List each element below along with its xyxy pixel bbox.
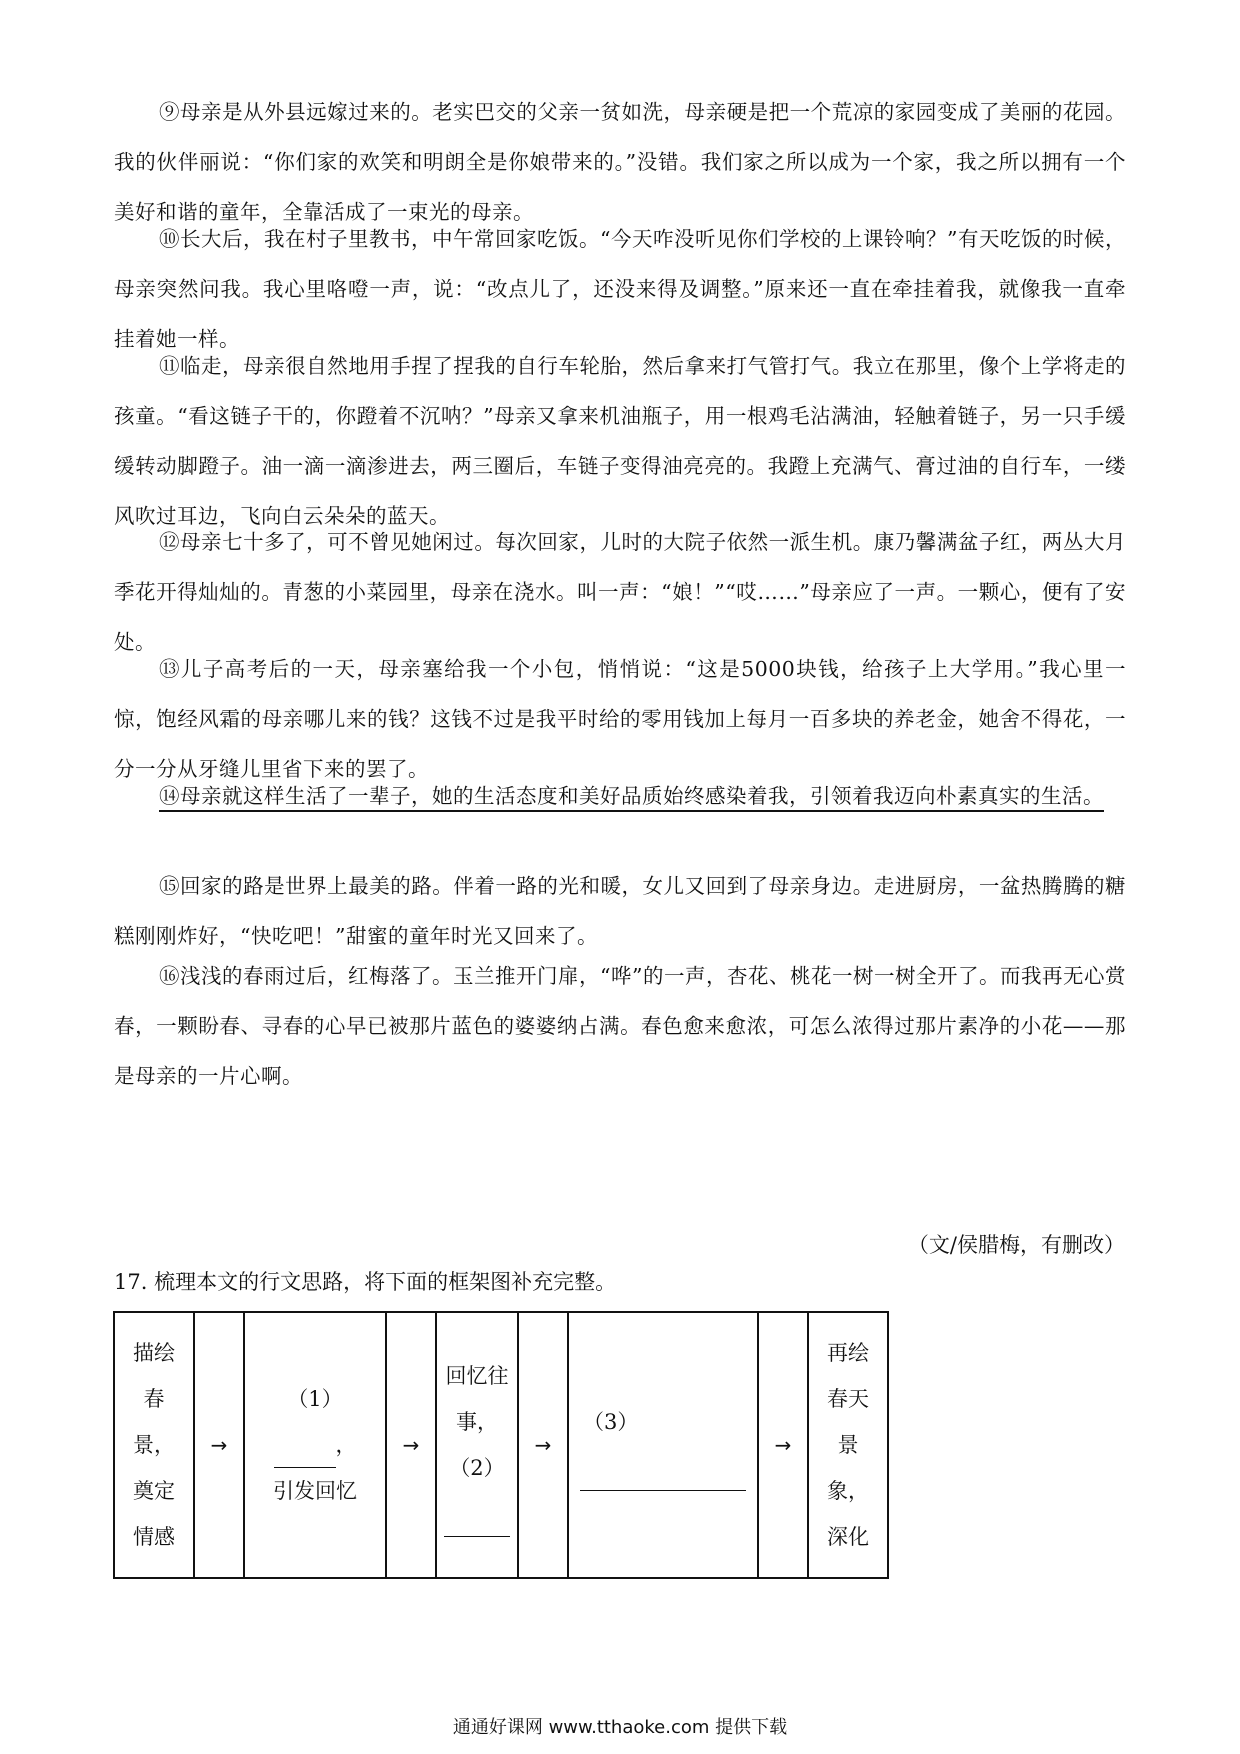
arrow-3: → (518, 1312, 568, 1578)
arrow-4: → (758, 1312, 808, 1578)
paragraph-13: ⑬儿子高考后的一天，母亲塞给我一个小包，悄悄说：“这是5000块钱，给孩子上大学用。”我心里一惊，饱经风霜的母亲哪儿来的钱？这钱不过是我平时给的零用钱加上每月一百多块的养老金，她舍不得花，一分一分从牙缝儿里省下来的罢了。 (114, 657, 1126, 781)
paragraph-12: ⑫母亲七十多了，可不曾见她闲过。每次回家，儿时的大院子依然一派生机。康乃馨满盆子红，两丛大月季花开得灿灿的。青葱的小菜园里，母亲在浇水。叫一声：“娘！”“哎……”母亲应了一声。一颗心，便有了安处。 (114, 530, 1126, 654)
diagram-box-2: （1） ， 引发回忆 (244, 1312, 386, 1578)
paragraph-9: ⑨母亲是从外县远嫁过来的。老实巴交的父亲一贫如洗，母亲硬是把一个荒凉的家园变成了美丽的花园。我的伙伴丽说：“你们家的欢笑和明朗全是你娘带来的。”没错。我们家之所以成为一个家，我之所以拥有一个美好和谐的童年，全靠活成了一束光的母亲。 (114, 100, 1126, 224)
arrow-2: → (386, 1312, 436, 1578)
paragraph-14 (114, 771, 1126, 821)
footer-watermark: 通通好课网 www.tthaoke.com 提供下载 (452, 1717, 788, 1738)
answer-blank-1[interactable] (274, 1437, 336, 1468)
answer-blank-2[interactable] (444, 1506, 510, 1537)
blank-2-label: （2） (449, 1456, 505, 1480)
diagram-box-5: 再绘 春天 景 象， 深化 (808, 1312, 888, 1578)
diagram-box-4 (568, 1312, 758, 1578)
diagram-box-3: 回忆往 事， （2） (436, 1312, 518, 1578)
answer-blank-3[interactable] (580, 1460, 746, 1491)
blank-3-label: （3） (583, 1410, 639, 1434)
diagram-box-1: 描绘 春 景， 奠定 情感 (114, 1312, 194, 1578)
paragraph-15: ⑮回家的路是世界上最美的路。伴着一路的光和暖，女儿又回到了母亲身边。走进厨房，一盆热腾腾的糖糕刚刚炸好，“快吃吧！”甜蜜的童年时光又回来了。 (114, 874, 1126, 948)
paragraph-16: ⑯浅浅的春雨过后，红梅落了。玉兰推开门扉，“哗”的一声，杏花、桃花一树一树全开了。而我再无心赏春，一颗盼春、寻春的心早已被那片蓝色的婆婆纳占满。春色愈来愈浓，可怎么浓得过那片素净的小花——那是母亲的一片心啊。 (114, 964, 1126, 1088)
source-attribution: （文/侯腊梅，有删改） (907, 1233, 1125, 1257)
blank-1-label: （1） (287, 1387, 343, 1411)
arrow-1: → (194, 1312, 244, 1578)
paragraph-10: ⑩长大后，我在村子里教书，中午常回家吃饭。“今天咋没听见你们学校的上课铃响？”有天吃饭的时候，母亲突然问我。我心里咯噔一声，说：“改点儿了，还没来得及调整。”原来还一直在牵挂着我，就像我一直牵挂着她一样。 (114, 227, 1126, 351)
underlined-sentence: ⑭母亲就这样生活了一辈子，她的生活态度和美好品质始终感染着我，引领着我迈向朴素真实的生活。 (159, 784, 1104, 808)
paragraph-11: ⑪临走，母亲很自然地用手捏了捏我的自行车轮胎，然后拿来打气管打气。我立在那里，像个上学将走的孩童。“看这链子干的，你蹬着不沉呐？”母亲又拿来机油瓶子，用一根鸡毛沾满油，轻触着链子，另一只手缓缓转动脚蹬子。油一滴一滴渗进去，两三圈后，车链子变得油亮亮的。我蹬上充满气、膏过油的自行车，一缕风吹过耳边，飞向白云朵朵的蓝天。 (114, 354, 1126, 528)
question-17: 17. 梳理本文的行文思路，将下面的框架图补充完整。 (114, 1270, 617, 1294)
framework-diagram (113, 1311, 889, 1579)
